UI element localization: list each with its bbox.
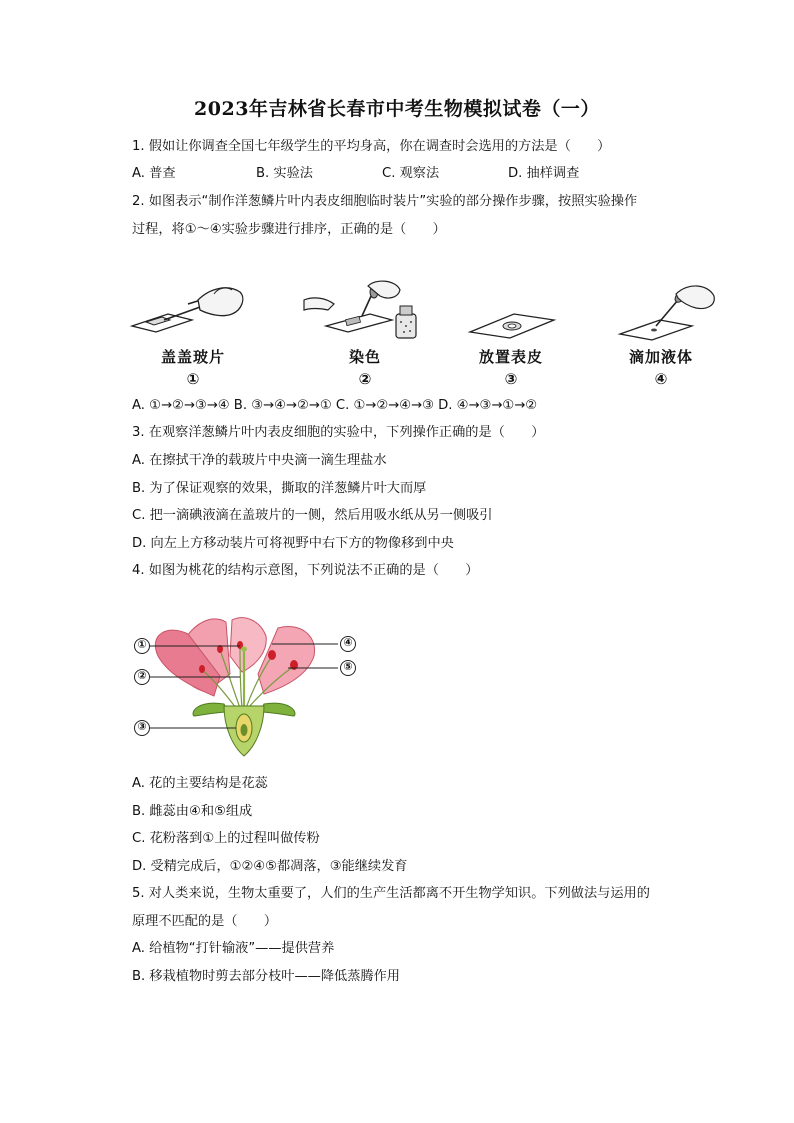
- staining-icon: [300, 280, 430, 346]
- q4-option-d: D. 受精完成后，①②④⑤都凋落，③能继续发育: [132, 859, 408, 874]
- page-title: 2023年吉林省长春市中考生物模拟试卷（一）: [194, 98, 600, 120]
- flower-label-4: ④: [343, 636, 353, 649]
- step-3-number: ③: [504, 370, 518, 388]
- q4-option-b: B. 雌蕊由④和⑤组成: [132, 804, 253, 819]
- add-drop-icon: [596, 280, 726, 346]
- q2-figure: [128, 280, 728, 390]
- q1-option-a: A. 普查: [132, 166, 176, 181]
- q5-stem-line1: 5. 对人类来说，生物太重要了，人们的生产生活都离不开生物学知识。下列做法与运用的: [132, 886, 650, 901]
- q4-option-a: A. 花的主要结构是花蕊: [132, 776, 268, 791]
- q1-option-d: D. 抽样调查: [508, 166, 580, 181]
- flower-label-1: ①: [137, 638, 147, 651]
- step-4-label: 滴加液体: [628, 348, 693, 366]
- step-2-number: ②: [358, 370, 372, 388]
- q3-stem: 3. 在观察洋葱鳞片叶内表皮细胞的实验中，下列操作正确的是（ ）: [132, 425, 545, 440]
- q2-options: A. ①→②→③→④ B. ③→④→②→① C. ①→②→④→③ D. ④→③→①→②: [132, 398, 538, 413]
- q5-option-a: A. 给植物“打针输液”——提供营养: [132, 941, 335, 956]
- step-1-label: 盖盖玻片: [160, 348, 225, 366]
- step-4-number: ④: [654, 370, 668, 388]
- flower-label-3: ③: [137, 720, 147, 733]
- step-1-number: ①: [186, 370, 200, 388]
- q1-stem: 1. 假如让你调查全国七年级学生的平均身高，你在调查时会选用的方法是（ ）: [132, 139, 611, 154]
- q5-option-b: B. 移栽植物时剪去部分枝叶——降低蒸腾作用: [132, 969, 400, 984]
- q4-option-c: C. 花粉落到①上的过程叫做传粉: [132, 831, 320, 846]
- step-4: [596, 280, 726, 390]
- q3-option-a: A. 在擦拭干净的载玻片中央滴一滴生理盐水: [132, 453, 387, 468]
- q1-option-b: B. 实验法: [256, 166, 313, 181]
- step-1: [128, 280, 258, 390]
- place-epidermis-icon: [446, 280, 576, 346]
- step-2-label: 染色: [348, 348, 381, 366]
- q3-option-d: D. 向左上方移动装片可将视野中右下方的物像移到中央: [132, 536, 454, 551]
- q1-option-c: C. 观察法: [382, 166, 440, 181]
- flower-label-2: ②: [137, 669, 147, 682]
- peach-flower-figure: [128, 616, 368, 766]
- q4-stem: 4. 如图为桃花的结构示意图，下列说法不正确的是（ ）: [132, 563, 479, 578]
- q3-option-c: C. 把一滴碘液滴在盖玻片的一侧，然后用吸水纸从另一侧吸引: [132, 508, 493, 523]
- flower-label-5: ⑤: [343, 660, 353, 673]
- q2-stem-line2: 过程，将①～④实验步骤进行排序，正确的是（ ）: [132, 222, 446, 237]
- step-2: [300, 280, 430, 390]
- flower-diagram-icon: [128, 616, 368, 766]
- cover-slip-icon: [128, 280, 258, 346]
- q3-option-b: B. 为了保证观察的效果，撕取的洋葱鳞片叶大而厚: [132, 481, 427, 496]
- step-3: [446, 280, 576, 390]
- step-3-label: 放置表皮: [478, 348, 543, 366]
- q2-stem-line1: 2. 如图表示“制作洋葱鳞片叶内表皮细胞临时装片”实验的部分操作步骤，按照实验操作: [132, 194, 638, 209]
- q5-stem-line2: 原理不匹配的是（ ）: [132, 914, 278, 929]
